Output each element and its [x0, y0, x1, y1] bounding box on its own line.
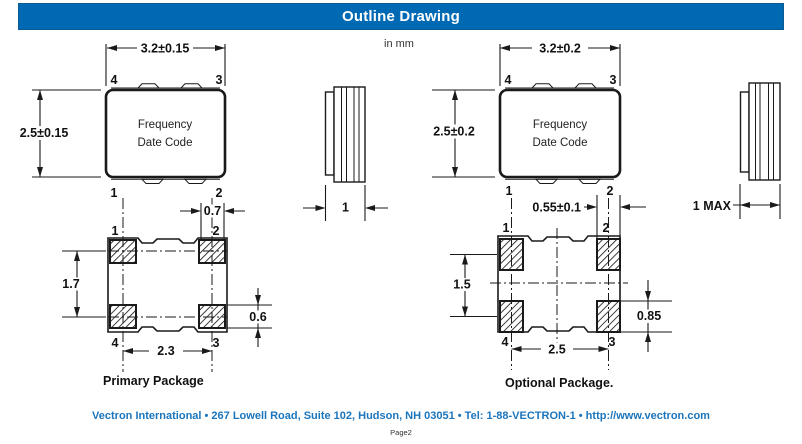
optional-side-view	[693, 83, 780, 219]
units-label: in mm	[384, 38, 414, 50]
primary-side-view	[303, 87, 388, 221]
marking-frequency: Frequency	[532, 119, 588, 131]
dim-optional-height: 2.5±0.2	[433, 124, 475, 139]
pin-label: 4	[111, 336, 119, 350]
pin-label: 1	[505, 184, 513, 198]
dim-col-pitch: 2.3	[157, 344, 175, 358]
castellation-notch	[138, 84, 159, 88]
dim-pad-height: 0.85	[636, 309, 662, 323]
pin-label: 4	[110, 73, 118, 87]
dim-optional-thickness: 1 MAX	[692, 199, 731, 213]
pin-label: 3	[212, 336, 220, 350]
pin-label: 1	[502, 221, 510, 235]
dim-col-pitch: 2.5	[548, 342, 566, 357]
pin-label: 3	[608, 335, 616, 349]
dim-primary-width: 3.2±0.15	[140, 41, 190, 56]
marking-date-code: Date Code	[532, 137, 588, 149]
optional-top-view	[428, 41, 620, 198]
castellation-notch	[181, 84, 202, 88]
footer-address: Vectron International • 267 Lowell Road, Suite 102, Hudson, NH 03051 • Tel: 1-88-VECTRON-1 • http://www.vectron.com	[92, 410, 710, 422]
castellation-notch	[579, 179, 600, 183]
dim-primary-thickness: 1	[342, 200, 349, 215]
optional-package-caption: Optional Package.	[505, 376, 614, 390]
castellation-notch	[532, 84, 553, 88]
primary-package-caption: Primary Package	[103, 374, 204, 388]
primary-bottom-view	[59, 198, 273, 372]
page-title: Outline Drawing	[341, 8, 460, 25]
optional-bottom-view	[449, 195, 672, 370]
dim-optional-width: 3.2±0.2	[539, 41, 581, 56]
castellation-notch	[536, 179, 557, 183]
pin-label: 3	[609, 73, 617, 87]
primary-top-view	[16, 41, 225, 200]
dim-pad-width: 0.55±0.1	[532, 200, 581, 215]
dim-row-pitch: 1.7	[62, 277, 80, 291]
dim-pad-width: 0.7	[203, 204, 222, 218]
dim-primary-height: 2.5±0.15	[19, 126, 69, 140]
optional-body-outline	[500, 90, 620, 177]
castellation-notch	[185, 179, 206, 183]
pin-label: 1	[111, 224, 119, 238]
pin-label: 2	[215, 186, 223, 200]
primary-body-outline	[106, 90, 225, 177]
marking-frequency: Frequency	[137, 119, 193, 131]
castellation-notch	[142, 179, 163, 183]
dim-pad-height: 0.6	[249, 310, 267, 324]
footer-page-label: Page2	[390, 428, 412, 437]
pin-label: 2	[602, 221, 610, 235]
pin-label: 1	[110, 186, 118, 200]
dim-row-pitch: 1.5	[453, 277, 471, 292]
marking-date-code: Date Code	[137, 137, 193, 149]
pin-label: 3	[215, 73, 223, 87]
pin-label: 4	[504, 73, 512, 87]
castellation-notch	[575, 84, 596, 88]
pin-label: 2	[212, 224, 220, 238]
pin-label: 4	[501, 335, 509, 349]
pin-label: 2	[606, 184, 614, 198]
